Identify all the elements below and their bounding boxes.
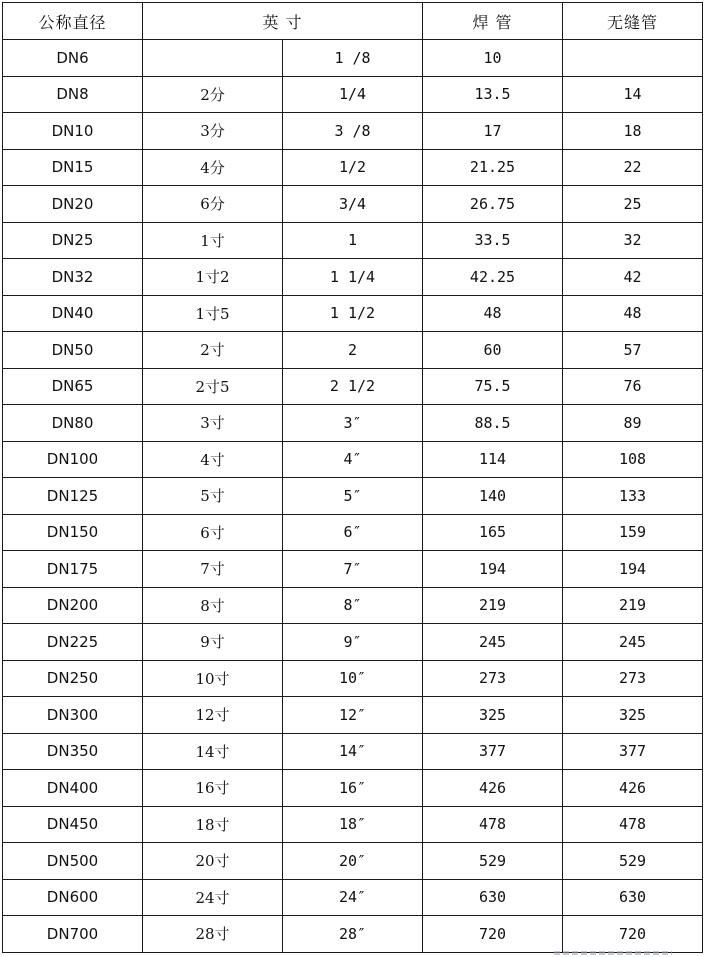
cell-inch-size: 1 1/2 (283, 295, 423, 332)
table-row (3, 332, 703, 369)
cell-seamless-od: 108 (563, 441, 703, 478)
cell-welded-od: 60 (423, 332, 563, 369)
cell-seamless-od: 194 (563, 551, 703, 588)
cell-chinese-size: 6寸 (143, 514, 283, 551)
cell-chinese-size: 14寸 (143, 733, 283, 770)
cell-nominal-diameter: DN600 (3, 879, 143, 916)
table-row (3, 733, 703, 770)
watermark (554, 951, 672, 955)
cell-inch-size: 2 (283, 332, 423, 369)
cell-chinese-size: 1寸 (143, 222, 283, 259)
cell-seamless-od: 76 (563, 368, 703, 405)
cell-seamless-od: 630 (563, 879, 703, 916)
cell-seamless-od: 22 (563, 149, 703, 186)
cell-nominal-diameter: DN15 (3, 149, 143, 186)
cell-welded-od: 17 (423, 113, 563, 150)
cell-seamless-od: 42 (563, 259, 703, 296)
cell-nominal-diameter: DN25 (3, 222, 143, 259)
cell-chinese-size: 8寸 (143, 587, 283, 624)
cell-chinese-size: 12寸 (143, 697, 283, 734)
cell-chinese-size (143, 40, 283, 77)
cell-welded-od: 33.5 (423, 222, 563, 259)
cell-welded-od: 21.25 (423, 149, 563, 186)
cell-nominal-diameter: DN100 (3, 441, 143, 478)
cell-chinese-size: 3寸 (143, 405, 283, 442)
cell-inch-size: 10″ (283, 660, 423, 697)
table-row (3, 514, 703, 551)
cell-seamless-od: 377 (563, 733, 703, 770)
cell-inch-size: 9″ (283, 624, 423, 661)
cell-inch-size: 20″ (283, 843, 423, 880)
cell-nominal-diameter: DN250 (3, 660, 143, 697)
table-row (3, 149, 703, 186)
cell-welded-od: 114 (423, 441, 563, 478)
cell-welded-od: 273 (423, 660, 563, 697)
cell-seamless-od: 18 (563, 113, 703, 150)
cell-welded-od: 720 (423, 916, 563, 953)
cell-seamless-od: 529 (563, 843, 703, 880)
cell-inch-size: 14″ (283, 733, 423, 770)
cell-nominal-diameter: DN700 (3, 916, 143, 953)
table-row (3, 624, 703, 661)
table-header-row (3, 3, 703, 40)
cell-seamless-od: 25 (563, 186, 703, 223)
cell-nominal-diameter: DN50 (3, 332, 143, 369)
cell-inch-size: 28″ (283, 916, 423, 953)
cell-inch-size: 6″ (283, 514, 423, 551)
cell-welded-od: 42.25 (423, 259, 563, 296)
pipe-size-table-container (2, 2, 703, 953)
cell-welded-od: 478 (423, 806, 563, 843)
cell-seamless-od: 133 (563, 478, 703, 515)
header-seamless-pipe: 无缝管 (563, 3, 703, 40)
cell-welded-od: 529 (423, 843, 563, 880)
cell-welded-od: 426 (423, 770, 563, 807)
table-row (3, 806, 703, 843)
cell-inch-size: 1 1/4 (283, 259, 423, 296)
cell-nominal-diameter: DN8 (3, 76, 143, 113)
cell-welded-od: 245 (423, 624, 563, 661)
cell-seamless-od: 478 (563, 806, 703, 843)
table-row (3, 40, 703, 77)
cell-welded-od: 140 (423, 478, 563, 515)
cell-chinese-size: 2分 (143, 76, 283, 113)
table-row (3, 113, 703, 150)
cell-chinese-size: 7寸 (143, 551, 283, 588)
cell-nominal-diameter: DN500 (3, 843, 143, 880)
cell-inch-size: 1 (283, 222, 423, 259)
table-row (3, 259, 703, 296)
cell-nominal-diameter: DN300 (3, 697, 143, 734)
cell-seamless-od: 720 (563, 916, 703, 953)
cell-inch-size: 12″ (283, 697, 423, 734)
cell-seamless-od: 159 (563, 514, 703, 551)
cell-chinese-size: 18寸 (143, 806, 283, 843)
table-row (3, 222, 703, 259)
cell-chinese-size: 4分 (143, 149, 283, 186)
cell-inch-size: 8″ (283, 587, 423, 624)
cell-seamless-od: 89 (563, 405, 703, 442)
cell-nominal-diameter: DN225 (3, 624, 143, 661)
cell-nominal-diameter: DN20 (3, 186, 143, 223)
cell-welded-od: 630 (423, 879, 563, 916)
header-inch: 英 寸 (143, 3, 423, 40)
table-row (3, 587, 703, 624)
table-row (3, 916, 703, 953)
cell-welded-od: 10 (423, 40, 563, 77)
table-row (3, 441, 703, 478)
header-welded-pipe: 焊 管 (423, 3, 563, 40)
table-row (3, 368, 703, 405)
cell-welded-od: 219 (423, 587, 563, 624)
pipe-size-table (2, 2, 703, 953)
cell-nominal-diameter: DN65 (3, 368, 143, 405)
cell-chinese-size: 9寸 (143, 624, 283, 661)
cell-seamless-od: 273 (563, 660, 703, 697)
cell-nominal-diameter: DN150 (3, 514, 143, 551)
table-row (3, 76, 703, 113)
cell-welded-od: 26.75 (423, 186, 563, 223)
cell-chinese-size: 3分 (143, 113, 283, 150)
cell-nominal-diameter: DN200 (3, 587, 143, 624)
cell-inch-size: 2 1/2 (283, 368, 423, 405)
cell-welded-od: 194 (423, 551, 563, 588)
cell-chinese-size: 2寸 (143, 332, 283, 369)
cell-welded-od: 165 (423, 514, 563, 551)
cell-inch-size: 5″ (283, 478, 423, 515)
cell-seamless-od (563, 40, 703, 77)
table-body (3, 40, 703, 953)
cell-chinese-size: 20寸 (143, 843, 283, 880)
cell-inch-size: 3″ (283, 405, 423, 442)
cell-welded-od: 13.5 (423, 76, 563, 113)
cell-inch-size: 1 /8 (283, 40, 423, 77)
cell-nominal-diameter: DN40 (3, 295, 143, 332)
cell-seamless-od: 57 (563, 332, 703, 369)
table-row (3, 405, 703, 442)
cell-inch-size: 3/4 (283, 186, 423, 223)
cell-chinese-size: 5寸 (143, 478, 283, 515)
cell-inch-size: 4″ (283, 441, 423, 478)
table-row (3, 478, 703, 515)
cell-seamless-od: 325 (563, 697, 703, 734)
cell-nominal-diameter: DN175 (3, 551, 143, 588)
cell-chinese-size: 16寸 (143, 770, 283, 807)
cell-welded-od: 88.5 (423, 405, 563, 442)
cell-seamless-od: 32 (563, 222, 703, 259)
cell-nominal-diameter: DN80 (3, 405, 143, 442)
cell-nominal-diameter: DN350 (3, 733, 143, 770)
cell-seamless-od: 219 (563, 587, 703, 624)
cell-chinese-size: 10寸 (143, 660, 283, 697)
table-row (3, 843, 703, 880)
cell-chinese-size: 4寸 (143, 441, 283, 478)
cell-nominal-diameter: DN32 (3, 259, 143, 296)
cell-nominal-diameter: DN450 (3, 806, 143, 843)
cell-seamless-od: 245 (563, 624, 703, 661)
cell-inch-size: 1/4 (283, 76, 423, 113)
table-row (3, 879, 703, 916)
table-row (3, 295, 703, 332)
cell-welded-od: 325 (423, 697, 563, 734)
cell-nominal-diameter: DN125 (3, 478, 143, 515)
cell-seamless-od: 48 (563, 295, 703, 332)
table-row (3, 770, 703, 807)
cell-nominal-diameter: DN6 (3, 40, 143, 77)
cell-inch-size: 3 /8 (283, 113, 423, 150)
cell-nominal-diameter: DN400 (3, 770, 143, 807)
table-row (3, 551, 703, 588)
cell-chinese-size: 28寸 (143, 916, 283, 953)
table-row (3, 186, 703, 223)
cell-inch-size: 1/2 (283, 149, 423, 186)
cell-inch-size: 16″ (283, 770, 423, 807)
cell-inch-size: 7″ (283, 551, 423, 588)
cell-seamless-od: 426 (563, 770, 703, 807)
cell-chinese-size: 1寸2 (143, 259, 283, 296)
cell-inch-size: 18″ (283, 806, 423, 843)
cell-welded-od: 377 (423, 733, 563, 770)
cell-chinese-size: 24寸 (143, 879, 283, 916)
cell-chinese-size: 2寸5 (143, 368, 283, 405)
cell-welded-od: 48 (423, 295, 563, 332)
cell-seamless-od: 14 (563, 76, 703, 113)
cell-welded-od: 75.5 (423, 368, 563, 405)
cell-chinese-size: 1寸5 (143, 295, 283, 332)
table-row (3, 697, 703, 734)
cell-inch-size: 24″ (283, 879, 423, 916)
header-nominal-diameter: 公称直径 (3, 3, 143, 40)
cell-nominal-diameter: DN10 (3, 113, 143, 150)
table-row (3, 660, 703, 697)
cell-chinese-size: 6分 (143, 186, 283, 223)
